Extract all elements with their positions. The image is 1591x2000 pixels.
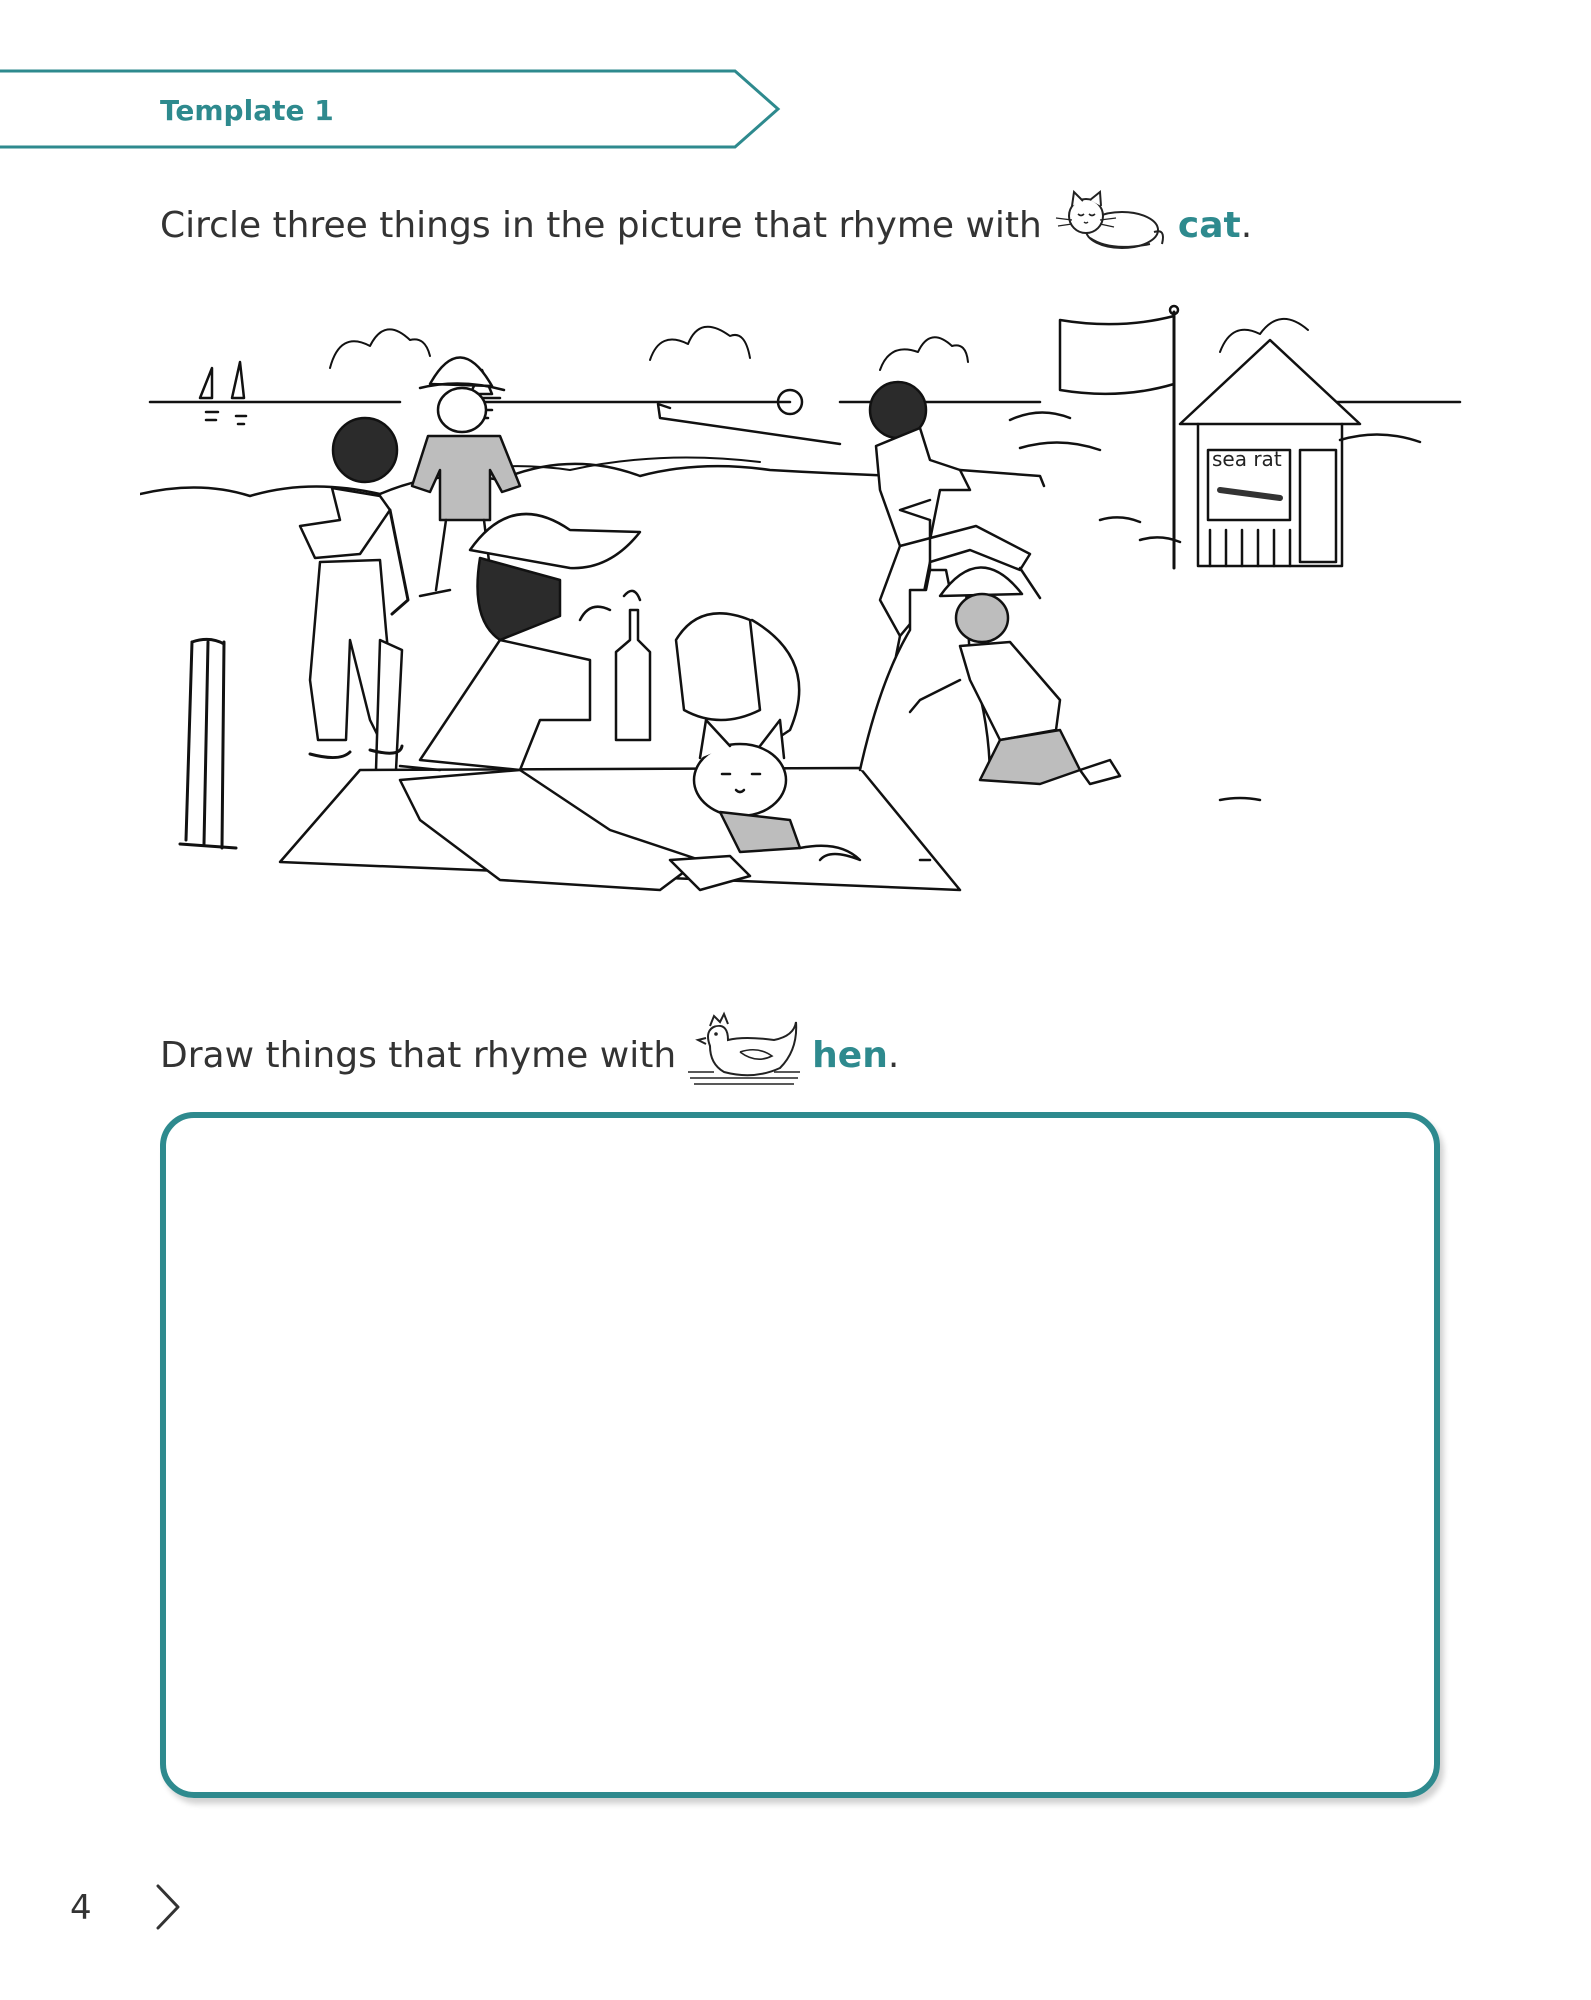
instruction-text: Circle three things in the picture that rhyme with	[160, 204, 1042, 246]
batter	[300, 418, 408, 778]
beach-hut	[1180, 340, 1360, 566]
shop-sign: sea rat	[1212, 447, 1282, 471]
template-label: Template 1	[160, 94, 334, 127]
instruction-draw: Draw things that rhyme with hen .	[160, 1010, 899, 1100]
fielder-child	[412, 357, 520, 596]
hen-icon	[684, 1006, 804, 1105]
cat-icon	[1050, 186, 1170, 265]
instruction-text: Draw things that rhyme with	[160, 1034, 677, 1076]
header-tab	[0, 68, 790, 150]
cloud	[330, 319, 1308, 370]
keyword-hen: hen	[812, 1034, 888, 1076]
beach-scene-illustration	[140, 300, 1480, 960]
drawing-area[interactable]	[160, 1112, 1440, 1798]
cricket-stumps	[180, 639, 236, 848]
instruction-circle: Circle three things in the picture that rhyme with cat .	[160, 190, 1252, 260]
bottle	[616, 591, 650, 740]
flag	[1060, 306, 1178, 568]
page-number: 4	[70, 1888, 92, 1928]
chevron-right-icon	[150, 1882, 186, 1936]
keyword-cat: cat	[1177, 204, 1241, 246]
